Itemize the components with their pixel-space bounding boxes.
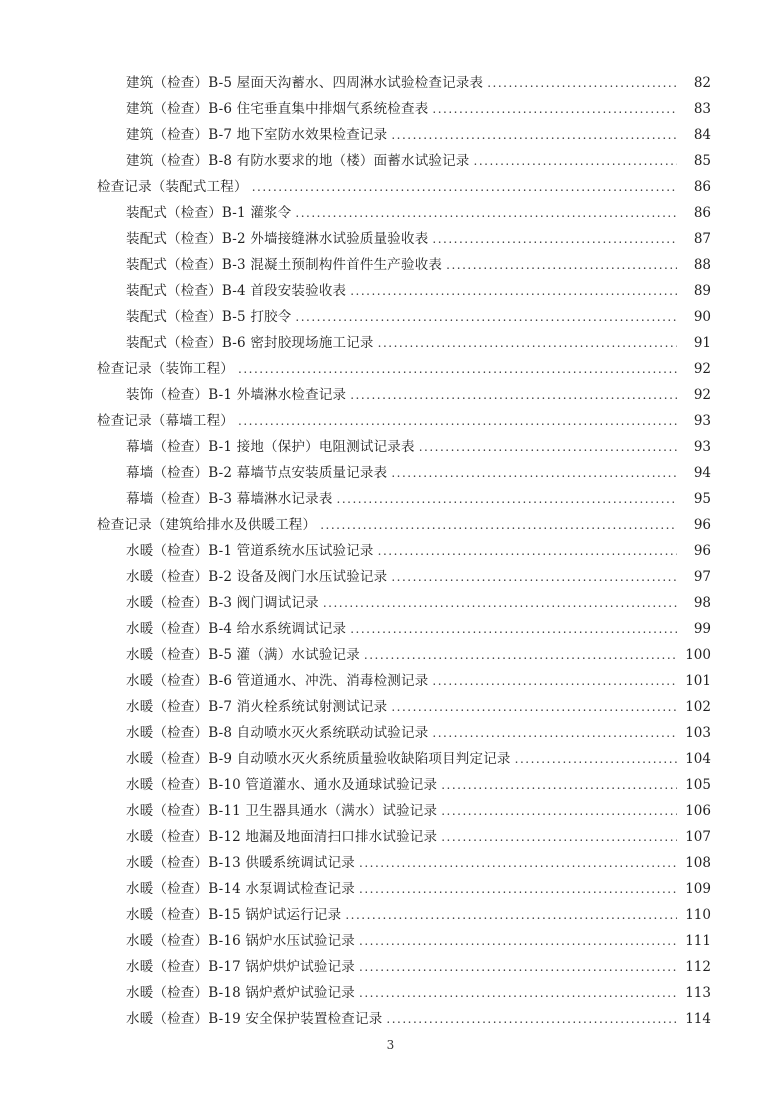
- toc-entry-title: 装配式（检查）B-5 打胶令: [126, 309, 292, 325]
- toc-entry-page-number: 90: [693, 309, 711, 325]
- toc-entry-page-number: 88: [693, 257, 711, 273]
- dot-leader: [378, 330, 677, 356]
- dot-leader: [345, 902, 677, 928]
- toc-entry-page-number: 102: [685, 699, 711, 715]
- dot-leader: [238, 356, 677, 382]
- dot-leader: [391, 694, 677, 720]
- toc-section-entry[interactable]: [0, 356, 781, 382]
- toc-entry-page-number: 109: [685, 881, 711, 897]
- toc-entry[interactable]: [0, 304, 781, 330]
- toc-entry[interactable]: [0, 980, 781, 1006]
- toc-entry-title: 装配式（检查）B-6 密封胶现场施工记录: [126, 335, 374, 351]
- toc-entry-page-number: 95: [693, 491, 711, 507]
- dot-leader: [364, 642, 677, 668]
- dot-leader: [432, 226, 677, 252]
- dot-leader: [320, 512, 677, 538]
- toc-entry-page-number: 92: [693, 361, 711, 377]
- toc-entry[interactable]: [0, 278, 781, 304]
- toc-entry[interactable]: [0, 96, 781, 122]
- toc-entry-title: 水暖（检查）B-13 供暖系统调试记录: [126, 855, 356, 871]
- dot-leader: [295, 200, 677, 226]
- toc-entry[interactable]: [0, 252, 781, 278]
- toc-entry-page-number: 113: [685, 985, 711, 1001]
- toc-entry-page-number: 112: [685, 959, 711, 975]
- toc-entry[interactable]: [0, 148, 781, 174]
- toc-entry-page-number: 83: [693, 101, 711, 117]
- toc-entry-page-number: 106: [685, 803, 711, 819]
- toc-entry-title: 装配式（检查）B-4 首段安装验收表: [126, 283, 347, 299]
- dot-leader: [337, 486, 677, 512]
- toc-entry[interactable]: [0, 668, 781, 694]
- toc-entry-title: 检查记录（装配式工程）: [97, 179, 248, 195]
- toc-entry-page-number: 94: [693, 465, 711, 481]
- dot-leader: [446, 252, 677, 278]
- toc-entry-title: 水暖（检查）B-3 阀门调试记录: [126, 595, 319, 611]
- toc-entry[interactable]: [0, 200, 781, 226]
- toc-entry-page-number: 110: [685, 907, 711, 923]
- toc-entry-title: 水暖（检查）B-7 消火栓系统试射测试记录: [126, 699, 388, 715]
- toc-entry-page-number: 96: [693, 543, 711, 559]
- toc-entry-page-number: 114: [685, 1011, 711, 1027]
- toc-entry[interactable]: [0, 70, 781, 96]
- dot-leader: [350, 278, 677, 304]
- toc-entry-title: 水暖（检查）B-8 自动喷水灭火系统联动试验记录: [126, 725, 429, 741]
- toc-entry-page-number: 108: [685, 855, 711, 871]
- toc-entry[interactable]: [0, 330, 781, 356]
- toc-entry-title: 建筑（检查）B-8 有防水要求的地（楼）面蓄水试验记录: [126, 153, 470, 169]
- toc-entry-title: 建筑（检查）B-6 住宅垂直集中排烟气系统检查表: [126, 101, 429, 117]
- toc-entry-title: 水暖（检查）B-2 设备及阀门水压试验记录: [126, 569, 388, 585]
- toc-entry-title: 幕墙（检查）B-3 幕墙淋水记录表: [126, 491, 333, 507]
- toc-entry-page-number: 89: [693, 283, 711, 299]
- dot-leader: [441, 824, 677, 850]
- toc-entry-title: 装饰（检查）B-1 外墙淋水检查记录: [126, 387, 347, 403]
- toc-entry-title: 水暖（检查）B-15 锅炉试运行记录: [126, 907, 342, 923]
- toc-entry[interactable]: [0, 616, 781, 642]
- toc-entry-page-number: 87: [693, 231, 711, 247]
- dot-leader: [238, 408, 677, 434]
- toc-entry-title: 水暖（检查）B-19 安全保护装置检查记录: [126, 1011, 383, 1027]
- toc-entry[interactable]: [0, 772, 781, 798]
- toc-entry-page-number: 100: [685, 647, 711, 663]
- toc-entry-page-number: 92: [693, 387, 711, 403]
- toc-entry[interactable]: [0, 720, 781, 746]
- table-of-contents: [0, 70, 781, 1032]
- toc-entry-page-number: 98: [693, 595, 711, 611]
- toc-entry-title: 水暖（检查）B-14 水泵调试检查记录: [126, 881, 356, 897]
- toc-entry-page-number: 86: [693, 205, 711, 221]
- toc-entry-title: 水暖（检查）B-6 管道通水、冲洗、消毒检测记录: [126, 673, 429, 689]
- dot-leader: [350, 616, 677, 642]
- dot-leader: [515, 746, 677, 772]
- dot-leader: [391, 564, 677, 590]
- dot-leader: [359, 980, 677, 1006]
- toc-entry[interactable]: [0, 902, 781, 928]
- toc-entry-title: 水暖（检查）B-9 自动喷水灭火系统质量验收缺陷项目判定记录: [126, 751, 511, 767]
- toc-entry-title: 装配式（检查）B-2 外墙接缝淋水试验质量验收表: [126, 231, 429, 247]
- dot-leader: [359, 876, 677, 902]
- dot-leader: [378, 538, 677, 564]
- toc-entry-title: 建筑（检查）B-7 地下室防水效果检查记录: [126, 127, 388, 143]
- dot-leader: [391, 460, 677, 486]
- toc-entry[interactable]: [0, 226, 781, 252]
- dot-leader: [487, 70, 677, 96]
- toc-entry-title: 装配式（检查）B-1 灌浆令: [126, 205, 292, 221]
- toc-entry-title: 水暖（检查）B-12 地漏及地面清扫口排水试验记录: [126, 829, 438, 845]
- toc-entry-page-number: 107: [685, 829, 711, 845]
- toc-entry[interactable]: [0, 1006, 781, 1032]
- dot-leader: [386, 1006, 677, 1032]
- toc-entry[interactable]: [0, 694, 781, 720]
- toc-entry-title: 装配式（检查）B-3 混凝土预制构件首件生产验收表: [126, 257, 443, 273]
- toc-entry[interactable]: [0, 850, 781, 876]
- toc-entry-page-number: 101: [685, 673, 711, 689]
- toc-entry-title: 检查记录（装饰工程）: [97, 361, 234, 377]
- toc-entry-title: 水暖（检查）B-11 卫生器具通水（满水）试验记录: [126, 803, 438, 819]
- toc-entry-title: 水暖（检查）B-16 锅炉水压试验记录: [126, 933, 356, 949]
- toc-entry-title: 水暖（检查）B-18 锅炉煮炉试验记录: [126, 985, 356, 1001]
- toc-entry[interactable]: [0, 460, 781, 486]
- toc-entry[interactable]: [0, 798, 781, 824]
- toc-entry-title: 建筑（检查）B-5 屋面天沟蓄水、四周淋水试验检查记录表: [126, 75, 484, 91]
- toc-section-entry[interactable]: [0, 512, 781, 538]
- dot-leader: [432, 720, 677, 746]
- toc-entry-page-number: 86: [693, 179, 711, 195]
- dot-leader: [391, 122, 677, 148]
- toc-section-entry[interactable]: [0, 408, 781, 434]
- toc-entry-title: 水暖（检查）B-4 给水系统调试记录: [126, 621, 347, 637]
- dot-leader: [441, 798, 677, 824]
- toc-entry-page-number: 93: [693, 413, 711, 429]
- toc-entry-title: 水暖（检查）B-5 灌（满）水试验记录: [126, 647, 360, 663]
- dot-leader: [432, 668, 677, 694]
- dot-leader: [474, 148, 677, 174]
- toc-entry-page-number: 93: [693, 439, 711, 455]
- toc-entry-page-number: 97: [693, 569, 711, 585]
- toc-entry-page-number: 103: [685, 725, 711, 741]
- toc-section-entry[interactable]: [0, 174, 781, 200]
- toc-entry-title: 水暖（检查）B-17 锅炉烘炉试验记录: [126, 959, 356, 975]
- toc-entry-title: 幕墙（检查）B-1 接地（保护）电阻测试记录表: [126, 439, 415, 455]
- toc-entry[interactable]: [0, 122, 781, 148]
- toc-entry-page-number: 111: [685, 933, 711, 949]
- toc-entry-page-number: 104: [685, 751, 711, 767]
- dot-leader: [432, 96, 677, 122]
- toc-entry-page-number: 85: [693, 153, 711, 169]
- toc-entry-title: 检查记录（幕墙工程）: [97, 413, 234, 429]
- toc-entry[interactable]: [0, 876, 781, 902]
- toc-entry-page-number: 82: [693, 75, 711, 91]
- toc-entry[interactable]: [0, 746, 781, 772]
- toc-entry-title: 检查记录（建筑给排水及供暖工程）: [97, 517, 317, 533]
- dot-leader: [419, 434, 677, 460]
- toc-entry-title: 水暖（检查）B-10 管道灌水、通水及通球试验记录: [126, 777, 438, 793]
- dot-leader: [350, 382, 677, 408]
- toc-entry-page-number: 96: [693, 517, 711, 533]
- dot-leader: [359, 954, 677, 980]
- dot-leader: [295, 304, 677, 330]
- page-number: 3: [386, 1038, 395, 1052]
- toc-entry[interactable]: [0, 564, 781, 590]
- toc-entry[interactable]: [0, 928, 781, 954]
- toc-entry[interactable]: [0, 954, 781, 980]
- toc-entry[interactable]: [0, 486, 781, 512]
- toc-entry[interactable]: [0, 590, 781, 616]
- toc-entry[interactable]: [0, 642, 781, 668]
- toc-entry-page-number: 91: [693, 335, 711, 351]
- toc-entry[interactable]: [0, 538, 781, 564]
- toc-entry-title: 幕墙（检查）B-2 幕墙节点安装质量记录表: [126, 465, 388, 481]
- dot-leader: [441, 772, 677, 798]
- dot-leader: [359, 850, 677, 876]
- toc-entry-title: 水暖（检查）B-1 管道系统水压试验记录: [126, 543, 374, 559]
- dot-leader: [252, 174, 677, 200]
- toc-entry-page-number: 84: [693, 127, 711, 143]
- toc-entry[interactable]: [0, 434, 781, 460]
- toc-entry[interactable]: [0, 382, 781, 408]
- dot-leader: [359, 928, 677, 954]
- toc-entry-page-number: 105: [685, 777, 711, 793]
- toc-entry[interactable]: [0, 824, 781, 850]
- toc-entry-page-number: 99: [693, 621, 711, 637]
- dot-leader: [323, 590, 677, 616]
